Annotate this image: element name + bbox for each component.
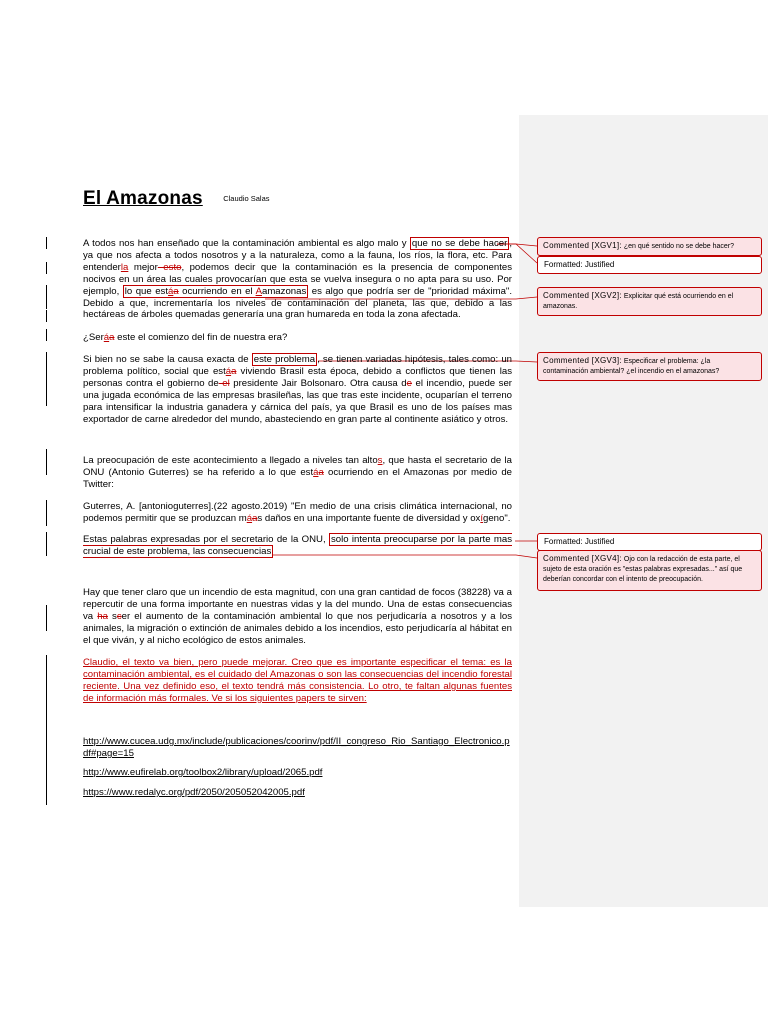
comment-anchor-3[interactable]: este problema [253, 354, 316, 365]
reference-link-1[interactable]: http://www.cucea.udg.mx/include/publicaciones/coorinv/pdf/II_congreso_Rio_Santiago_Electronico.pdf#page=15 [83, 736, 510, 759]
reference-link-3[interactable]: https://www.redalyc.org/pdf/2050/205052042005.pdf [83, 787, 305, 798]
change-bar [46, 262, 47, 274]
comment-xgv3[interactable]: Commented [XGV3]: Especificar el problema: ¿la contaminación ambiental? ¿el incendio en el amazonas? [537, 352, 762, 381]
paragraph-1: A todos nos han enseñado que la contaminación ambiental es algo malo y que no se debe hacer , ya que nos afecta a todos nosotros y a la naturaleza, como a la fauna, los ríos, la flora, etc. Para entenderla mejor esto, podemos decir que la contaminación es la presencia de componentes nocivos en un área las cuales provocarían que esta se vuelva insegura o no apta para su uso. Por ejemplo, lo que estáa ocurriendo en el Aamazonas es algo que podría ser de "prioridad máxima". Debido a que, incrementaría los niveles de contaminación del planeta, las que, debido a las hectáreas de árboles quemadas generaría una gran humareda en toda la zona afectada. [83, 238, 513, 321]
change-bar [46, 500, 47, 526]
title-row [83, 188, 270, 210]
comment-anchor-4[interactable]: solo intenta preocuparse por la parte mas crucial de este problema, las consecuencias [83, 534, 512, 557]
paragraph-5: Guterres, A. [antonioguterres].(22 agosto.2019) "En medio de una crisis climática internacional, no podemos permitir que se produzcan máas daños en una importante fuente de diversidad y oxígeno". [83, 501, 512, 524]
comment-anchor-1[interactable]: que no se debe hacer [411, 238, 508, 249]
change-bar [46, 655, 47, 805]
formatted-note-1[interactable]: Formatted: Justified [537, 256, 762, 274]
paragraph-6: Estas palabras expresadas por el secretario de la ONU, solo intenta preocuparse por la parte mas crucial de este problema, las consecuencias [83, 534, 512, 557]
paragraph-7: Hay que tener claro que un incendio de esta magnitud, con una gran cantidad de focos (38228) va a repercutir de una forma importante en nuestras vidas y la del mundo. Una de estas consecuencias va ha scer el aumento de la contaminación ambiental lo que nos perjudicaría a nosotros y a los animales, la migración o extinción de animales debido a los incendios, esto perjudicaría al hábitat en el que viván, y al nicho ecológico de estos animales. [83, 587, 512, 646]
reference-link-2[interactable]: http://www.eufirelab.org/toolbox2/library/upload/2065.pdf [83, 767, 323, 778]
comment-pane [519, 115, 768, 907]
document-title: El Amazonas [83, 188, 203, 209]
comment-xgv1[interactable]: Commented [XGV1]: ¿en qué sentido no se debe hacer? [537, 237, 762, 256]
feedback-paragraph: Claudio, el texto va bien, pero puede mejorar. Creo que es importante especificar el tema: es la contaminación ambiental, es el cuidado del Amazonas o son las consecuencias del incendio forestal reciente. Una vez definido eso, el texto tendrá más consistencia. Lo otro, te faltan algunas fuentes de información más formales. Ve si los siguientes papers te sirven: [83, 657, 512, 704]
comment-xgv4[interactable]: Commented [XGV4]: Ojo con la redacción de esta parte, el sujeto de esta oración es "estas palabras expresadas..." así que deberían concordar con el intento de preocupación. [537, 550, 762, 591]
formatted-note-2[interactable]: Formatted: Justified [537, 533, 762, 551]
change-bar [46, 285, 47, 309]
change-bar [46, 329, 47, 341]
paragraph-3: Si bien no se sabe la causa exacta de este problema , se tienen variadas hipótesis, tales como: un problema político, social que estáa viviendo Brasil esta época, debido a conflictos que tienen las personas contra el gobierno de el presidente Jair Bolsonaro. Otra causa de el incendio, puede ser una jugada económica de las empresas brasileñas, las que tras este incidente, ocuparían el terreno para intensificar la industria ganadera y cárnica del país, ya que Brasil es uno de los países mas exportador de carne alrededor del mundo, abasteciendo en gran parte al continente asiático y otros. [83, 354, 512, 425]
change-bar [46, 449, 47, 475]
change-bar [46, 237, 47, 249]
comment-anchor-2[interactable]: lo que estáa ocurriendo en el Aamazonas [124, 285, 307, 297]
change-bar [46, 605, 47, 631]
paragraph-4: La preocupación de este acontecimiento a llegado a niveles tan altos, que hasta el secretario de la ONU (Antonio Guterres) se ha referido a lo que estáa ocurriendo en el Amazonas por medio de Twitter: [83, 455, 512, 490]
change-bar [46, 352, 47, 406]
document-author: Claudio Salas [223, 194, 270, 203]
change-bar [46, 532, 47, 556]
change-bar [46, 310, 47, 322]
comment-xgv2[interactable]: Commented [XGV2]: Explicitar qué está ocurriendo en el amazonas. [537, 287, 762, 316]
paragraph-2: ¿Seráa este el comienzo del fin de nuestra era? [83, 332, 288, 343]
